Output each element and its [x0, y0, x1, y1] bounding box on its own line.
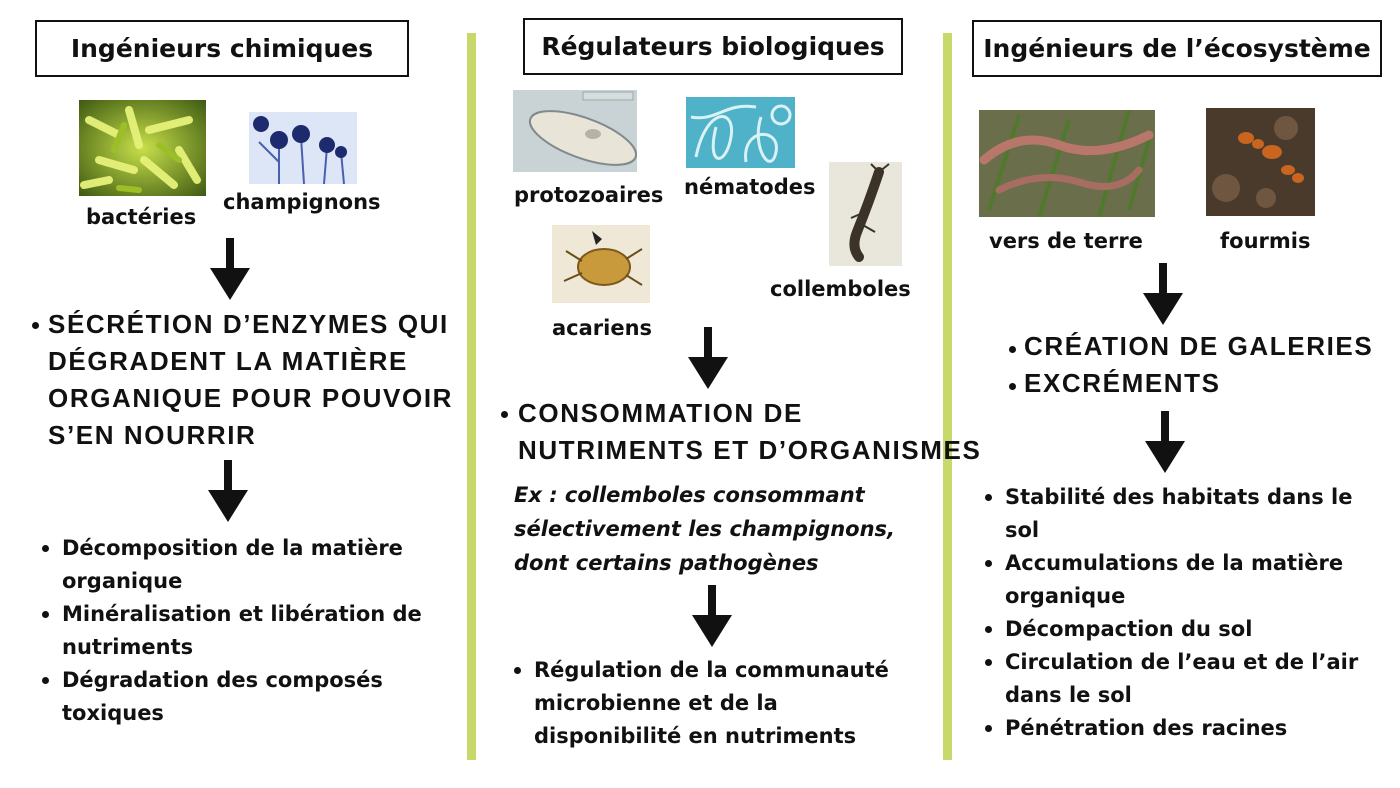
down-arrow-icon — [688, 327, 728, 389]
effect-item: Circulation de l’eau et de l’air dans le sol — [1005, 646, 1358, 712]
down-arrow-icon — [1145, 411, 1185, 473]
process-chemical: SÉCRÉTION D’ENZYMES QUI DÉGRADENT LA MATIÈRE ORGANIQUE POUR POUVOIR S’EN NOURRIR — [48, 309, 454, 450]
bullet-dot — [32, 322, 39, 329]
title-ecosystem-engineers: Ingénieurs de l’écosystème — [972, 20, 1382, 77]
down-arrow-icon — [1143, 263, 1183, 325]
effect-item: Dégradation des composés toxiques — [62, 664, 422, 730]
protozoa-image — [513, 90, 637, 172]
nematodes-image — [686, 97, 795, 168]
example-text: Ex : collemboles consommant sélectivement les champignons, dont certains pathogènes — [514, 483, 895, 575]
effect-item: Stabilité des habitats dans le sol — [1005, 481, 1358, 547]
ants-image — [1206, 108, 1315, 216]
earthworm-image — [979, 110, 1155, 217]
springtail-image — [829, 162, 902, 266]
effect-item: Décompaction du sol — [1005, 613, 1358, 646]
process-regulators: CONSOMMATION DE NUTRIMENTS ET D’ORGANISMES — [518, 398, 982, 465]
effects-list-regulators — [534, 654, 889, 753]
label-bacteria: bactéries — [86, 205, 197, 229]
mites-image — [552, 225, 650, 303]
label-protozoa: protozoaires — [514, 183, 664, 207]
label-mites: acariens — [552, 316, 653, 340]
effect-item: Décomposition de la matière organique — [62, 532, 422, 598]
bullet-dot — [501, 411, 508, 418]
column-divider-left — [467, 33, 476, 760]
effect-item: Régulation de la communauté microbienne et de la disponibilité en nutriments — [534, 654, 889, 753]
effect-item: Pénétration des racines — [1005, 712, 1358, 745]
process-ecosystem: CRÉATION DE GALERIES EXCRÉMENTS — [1024, 331, 1374, 398]
down-arrow-icon — [210, 238, 250, 300]
effects-list-ecosystem — [1005, 481, 1358, 745]
bacteria-image — [79, 100, 206, 196]
label-springtails: collemboles — [770, 277, 911, 301]
label-nematodes: nématodes — [684, 175, 816, 199]
effect-item: Accumulations de la matière organique — [1005, 547, 1358, 613]
bullet-dot — [1009, 383, 1016, 390]
title-chemical-engineers: Ingénieurs chimiques — [35, 20, 409, 77]
label-fungi: champignons — [223, 190, 381, 214]
down-arrow-icon — [208, 460, 248, 522]
down-arrow-icon — [692, 585, 732, 647]
label-ants: fourmis — [1220, 229, 1311, 253]
title-biological-regulators: Régulateurs biologiques — [523, 18, 903, 75]
effects-list-chemical — [62, 532, 422, 730]
fungi-image — [249, 112, 357, 184]
effect-item: Minéralisation et libération de nutriments — [62, 598, 422, 664]
bullet-dot — [1009, 346, 1016, 353]
label-earthworms: vers de terre — [989, 229, 1143, 253]
